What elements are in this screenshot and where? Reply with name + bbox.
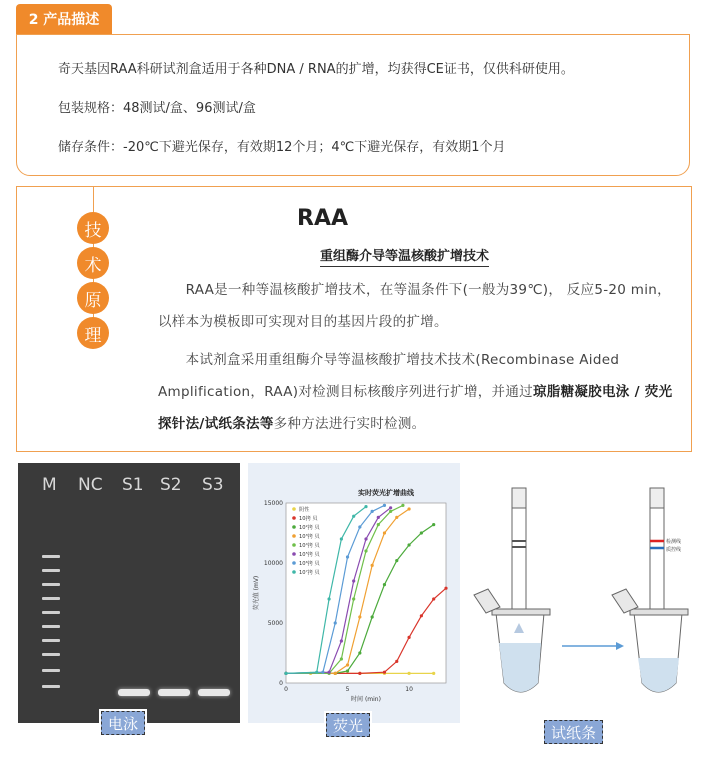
x-tick-label: 0: [284, 686, 288, 693]
ladder-band: [42, 625, 60, 628]
strip-top: [512, 488, 526, 508]
legend-label: 10²拷 贝: [299, 525, 320, 531]
legend-label: 阴性: [299, 507, 310, 513]
side-char-circle: 技: [77, 212, 109, 244]
data-point: [389, 506, 392, 509]
right-arrow-icon: [616, 642, 624, 650]
paragraph-text: 多种方法进行实时检测。: [273, 416, 426, 432]
section-tab: 2 产品描述: [16, 4, 112, 34]
test-strip-image: [466, 463, 692, 731]
data-point: [401, 504, 404, 507]
data-point: [358, 672, 361, 675]
data-point: [340, 657, 343, 660]
y-tick-label: 15000: [263, 500, 283, 507]
data-point: [358, 525, 361, 528]
legend-marker: [292, 525, 296, 529]
data-point: [340, 639, 343, 642]
ladder-band: [42, 555, 60, 558]
gel-electrophoresis-image: [18, 463, 240, 723]
lane-label: NC: [78, 475, 103, 495]
chart-title: 实时荧光扩增曲线: [358, 489, 414, 497]
x-tick-label: 10: [405, 686, 413, 693]
legend-marker: [292, 516, 296, 520]
test-strip-tag: 试纸条: [544, 720, 603, 744]
fluorescence-chart-panel: [248, 463, 460, 723]
data-point: [407, 543, 410, 546]
data-point: [358, 615, 361, 618]
legend-label: 10⁶拷 贝: [299, 561, 320, 567]
tube-rim: [492, 609, 550, 615]
data-point: [284, 672, 287, 675]
test-line-label: 检测线: [666, 539, 682, 545]
legend-label: 10⁵拷 贝: [299, 552, 320, 558]
sample-band: [158, 689, 190, 696]
x-axis-label: 时间 (min): [351, 696, 381, 703]
principle-title: RAA: [297, 206, 348, 231]
legend-marker: [292, 534, 296, 538]
data-point: [407, 636, 410, 639]
fluorescence-tag: 荧光: [326, 713, 370, 737]
data-point: [371, 615, 374, 618]
ladder-band: [42, 583, 60, 586]
legend-label: 10⁴拷 贝: [299, 543, 320, 549]
data-point: [395, 516, 398, 519]
data-point: [352, 515, 355, 518]
principle-subtitle: 重组酶介导等温核酸扩增技术: [320, 245, 489, 267]
ladder-band: [42, 569, 60, 572]
legend-marker: [292, 561, 296, 565]
data-point: [327, 671, 330, 674]
data-point: [383, 504, 386, 507]
data-point: [432, 523, 435, 526]
data-point: [383, 583, 386, 586]
data-point: [321, 671, 324, 674]
data-point: [371, 564, 374, 567]
data-point: [315, 671, 318, 674]
data-point: [346, 669, 349, 672]
tube-rim: [630, 609, 688, 615]
lane-label: S3: [202, 475, 224, 495]
paragraph-text: 本试剂盒采用重组酶介导等温核酸扩增技术技术(Recombinase Aided Amplification，RAA)对检测目标核酸序列进行扩增，并通过: [158, 352, 620, 400]
data-point: [395, 660, 398, 663]
data-point: [364, 505, 367, 508]
ladder-band: [42, 597, 60, 600]
ladder-band: [42, 611, 60, 614]
y-tick-label: 10000: [263, 560, 283, 567]
strip-top: [650, 488, 664, 508]
y-tick-label: 0: [279, 680, 283, 687]
data-point: [432, 597, 435, 600]
data-point: [383, 531, 386, 534]
data-point: [340, 537, 343, 540]
sample-band: [118, 689, 150, 696]
data-point: [352, 597, 355, 600]
data-point: [420, 531, 423, 534]
x-tick-label: 5: [345, 686, 350, 693]
data-point: [364, 549, 367, 552]
description-line-3: 储存条件：-20℃下避光保存，有效期12个月；4℃下避光保存，有效期1个月: [58, 140, 506, 155]
legend-marker: [292, 552, 296, 556]
legend-label: 10³拷 贝: [299, 534, 320, 540]
data-point: [334, 672, 337, 675]
ladder-band: [42, 685, 60, 688]
data-point: [346, 555, 349, 558]
y-tick-label: 5000: [267, 620, 283, 627]
data-point: [432, 672, 435, 675]
principle-paragraph-1: RAA是一种等温核酸扩增技术，在等温条件下(一般为39℃)， 反应5-20 min，以样本为模板即可实现对目的基因片段的扩增。: [158, 282, 671, 330]
control-line-label: 质控线: [666, 547, 682, 553]
sample-band: [198, 689, 230, 696]
legend-marker: [292, 570, 296, 574]
data-point: [352, 579, 355, 582]
description-line-2: 包装规格：48测试/盒、96测试/盒: [58, 101, 256, 116]
data-point: [444, 587, 447, 590]
legend-label: 10拷 贝: [299, 516, 318, 522]
ladder-band: [42, 669, 60, 672]
side-char-circle: 术: [77, 247, 109, 279]
y-axis-label: 荧光值 (mV): [253, 575, 260, 611]
data-point: [371, 510, 374, 513]
tube-liquid: [638, 658, 679, 692]
lane-label: M: [42, 475, 57, 495]
ladder-band: [42, 639, 60, 642]
electrophoresis-tag: 电泳: [101, 711, 145, 735]
legend-marker: [292, 543, 296, 547]
ladder-band: [42, 653, 60, 656]
principle-paragraph-2: [158, 344, 678, 440]
data-point: [395, 559, 398, 562]
data-point: [377, 516, 380, 519]
legend-label: 10⁷拷 贝: [299, 570, 320, 576]
data-point: [346, 663, 349, 666]
data-point: [389, 510, 392, 513]
lane-label: S1: [122, 475, 144, 495]
lane-label: S2: [160, 475, 182, 495]
data-point: [383, 671, 386, 674]
data-point: [407, 507, 410, 510]
data-point: [358, 651, 361, 654]
fluorescence-chart: [248, 463, 460, 723]
paragraph-bold-text: 琼脂糖凝胶电泳 / 荧光探针法/试纸条法等: [158, 384, 673, 432]
data-point: [407, 672, 410, 675]
data-point: [334, 621, 337, 624]
description-line-1: 奇天基因RAA科研试剂盒适用于各种DNA / RNA的扩增，均获得CE证书，仅供科研使用。: [58, 62, 574, 77]
side-char-circle: 原: [77, 282, 109, 314]
data-point: [364, 537, 367, 540]
legend-marker: [292, 507, 296, 511]
data-point: [327, 597, 330, 600]
data-point: [377, 523, 380, 526]
test-strip-illustration: [466, 463, 692, 731]
side-char-circle: 理: [77, 317, 109, 349]
data-point: [420, 614, 423, 617]
